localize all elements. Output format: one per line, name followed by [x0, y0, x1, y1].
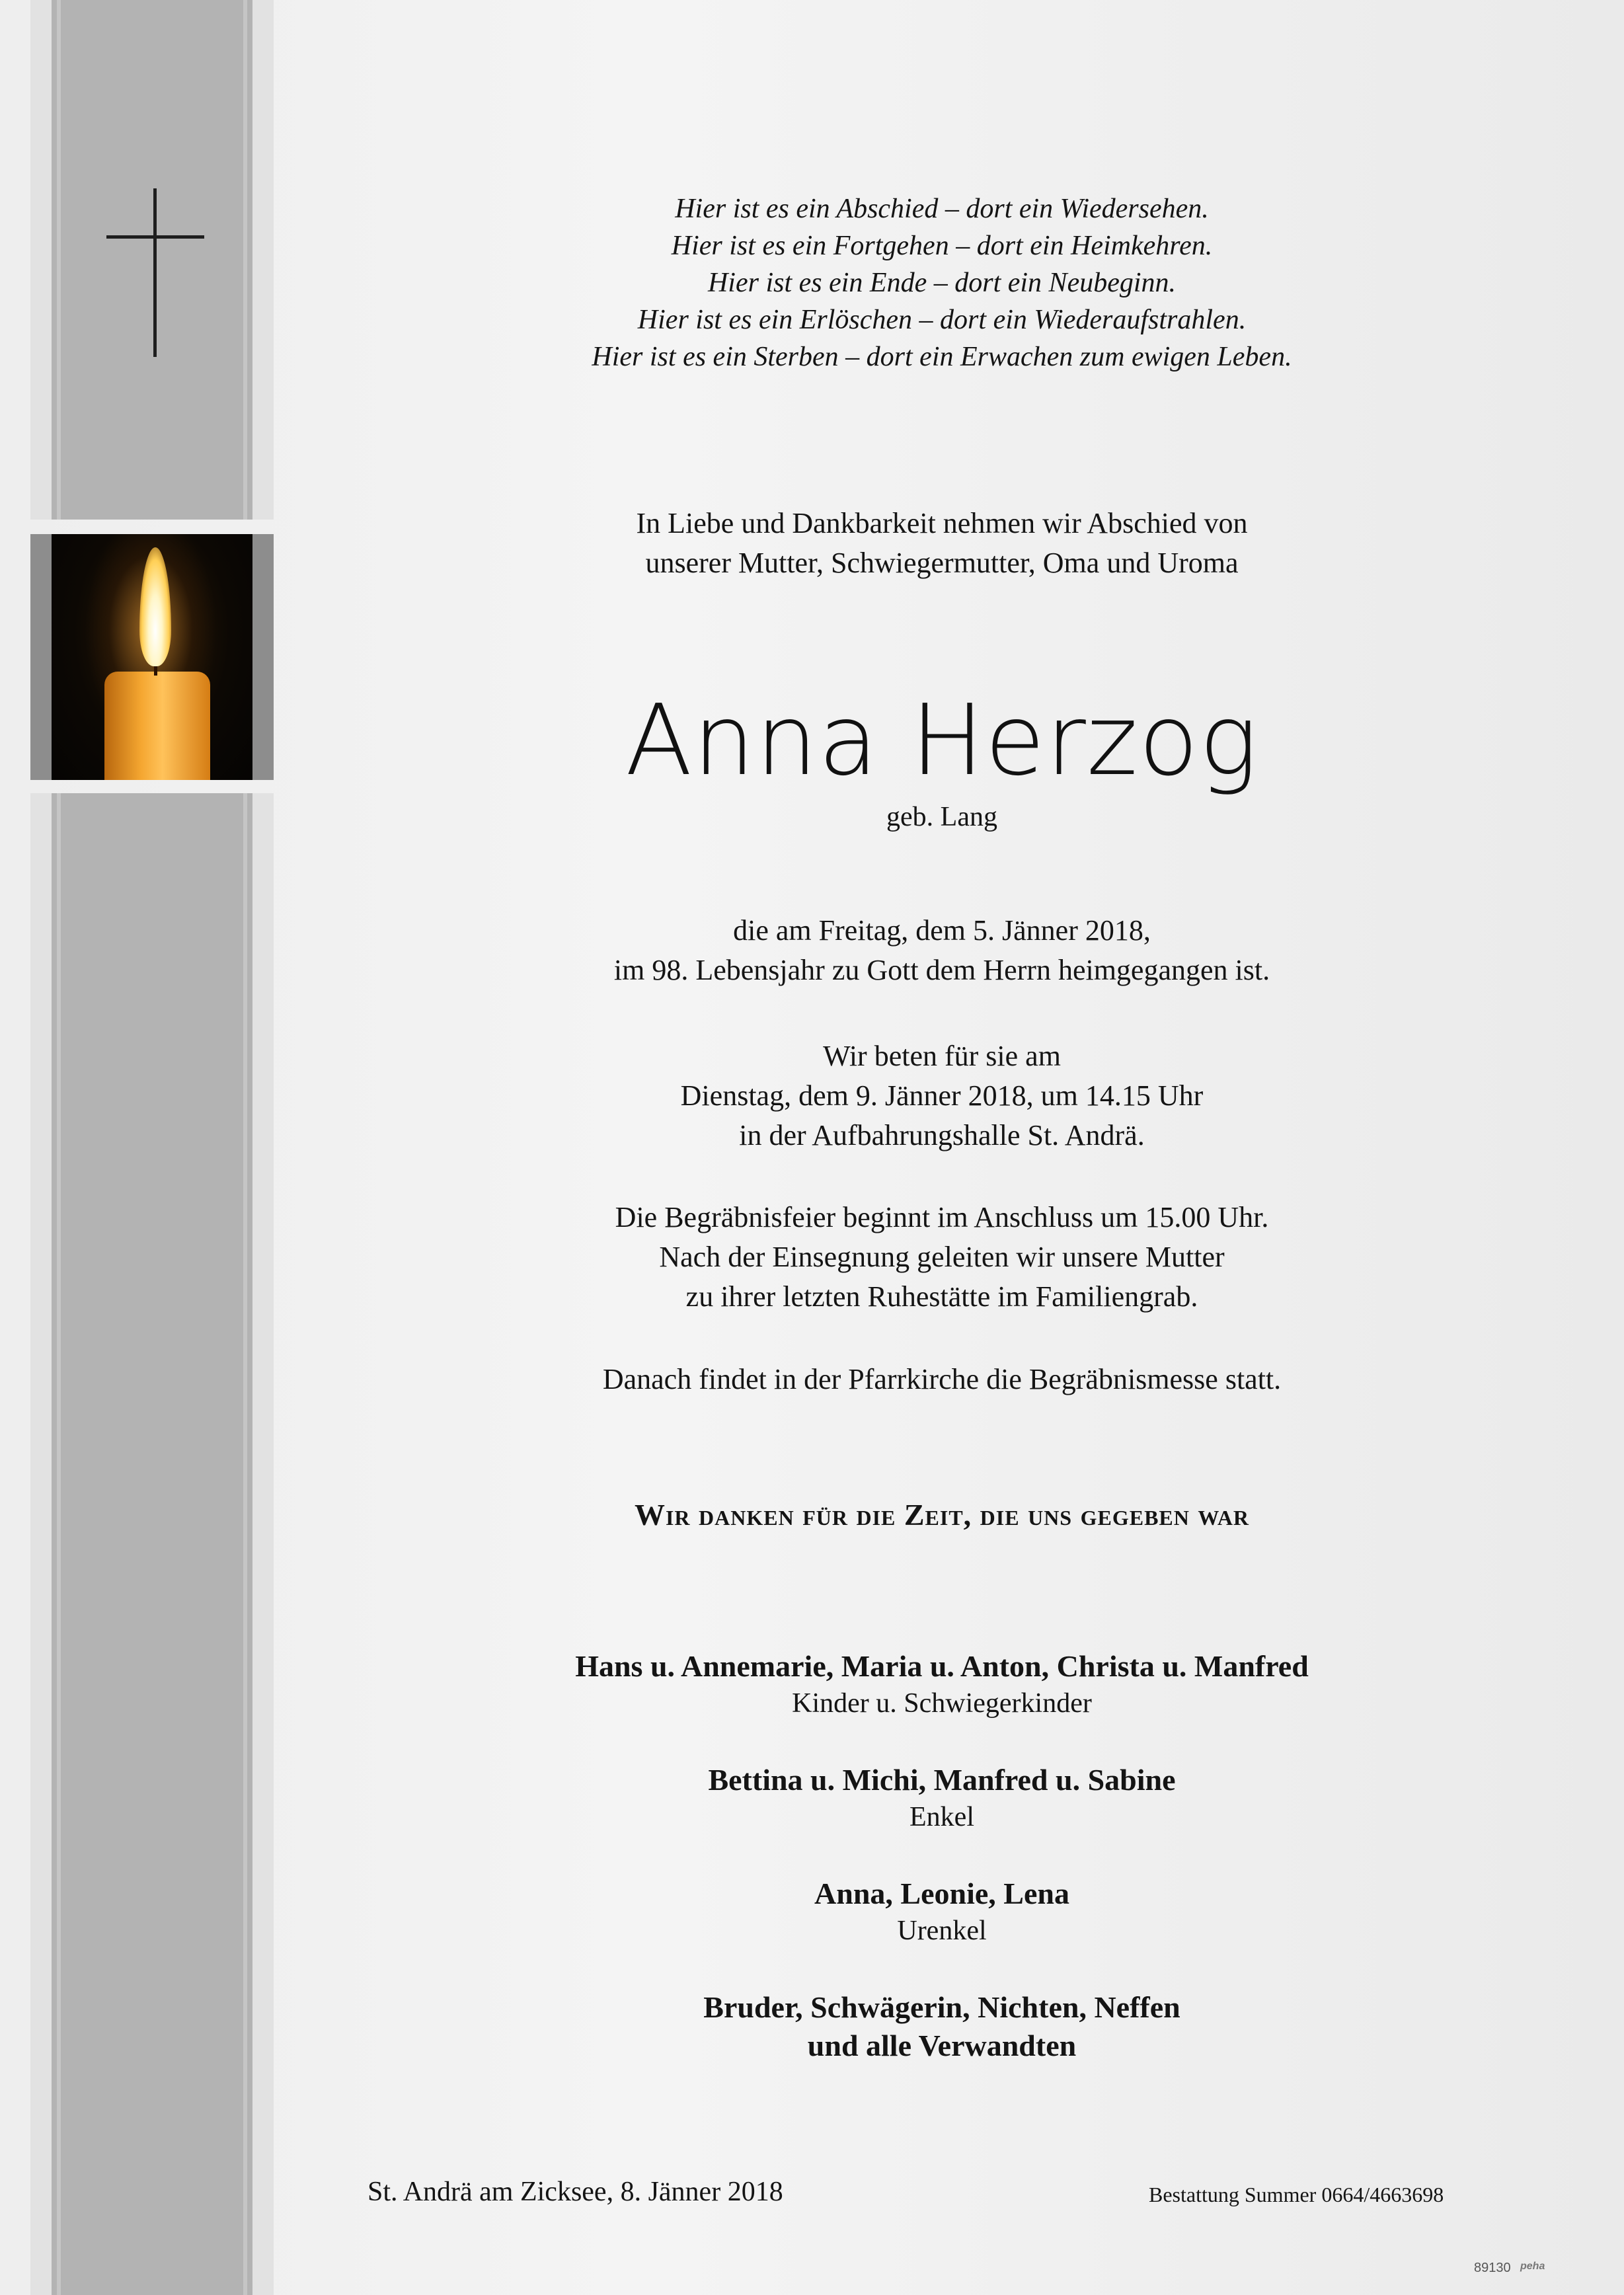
band-line [243, 793, 247, 2295]
death-line: die am Freitag, dem 5. Jänner 2018, [733, 914, 1151, 947]
family-names: Hans u. Annemarie, Maria u. Anton, Christa u. Manfred [575, 1649, 1309, 1683]
family-names: Anna, Leonie, Lena [814, 1877, 1069, 1910]
deceased-name: Anna Herzog [625, 683, 1258, 797]
family-role: Urenkel [897, 1916, 987, 1946]
poem-line: Hier ist es ein Sterben – dort ein Erwachen zum ewigen Leben. [592, 342, 1292, 372]
place-date: St. Andrä am Zicksee, 8. Jänner 2018 [367, 2177, 783, 2207]
band-line [243, 0, 247, 520]
family-names: und alle Verwandten [807, 2029, 1077, 2062]
band-inner [52, 0, 252, 520]
family-role: Enkel [909, 1802, 974, 1832]
intro-text [397, 504, 1487, 583]
candle-body [104, 672, 210, 780]
death-notice [397, 911, 1487, 990]
print-code: 89130 [1474, 2261, 1511, 2275]
band-line [57, 0, 61, 520]
prayer-notice [397, 1036, 1487, 1155]
funeral-line: Die Begräbnisfeier beginnt im Anschluss um 15.00 Uhr. [615, 1201, 1269, 1233]
funeral-line: zu ihrer letzten Ruhestätte im Familiengrab. [685, 1280, 1198, 1313]
band-inner [52, 793, 252, 2295]
poem [397, 190, 1487, 375]
death-line: im 98. Lebensjahr zu Gott dem Herrn heimgegangen ist. [613, 954, 1270, 986]
candle-frame [30, 534, 274, 780]
poem-line: Hier ist es ein Erlöschen – dort ein Wiederaufstrahlen. [637, 305, 1247, 335]
maiden-name: geb. Lang [886, 802, 997, 832]
family-names: Bettina u. Michi, Manfred u. Sabine [708, 1763, 1176, 1797]
family-group [397, 1875, 1487, 1949]
intro-line: In Liebe und Dankbarkeit nehmen wir Abschied von [636, 507, 1248, 539]
prayer-line: Dienstag, dem 9. Jänner 2018, um 14.15 Uhr [680, 1079, 1204, 1112]
poem-line: Hier ist es ein Fortgehen – dort ein Heimkehren. [671, 231, 1213, 261]
left-band-bottom [30, 793, 274, 2295]
family-group [397, 1647, 1487, 1721]
poem-line: Hier ist es ein Abschied – dort ein Wiedersehen. [675, 194, 1209, 224]
cross-icon [153, 188, 157, 357]
family-names: Bruder, Schwägerin, Nichten, Neffen [703, 1990, 1180, 2024]
family-role: Kinder u. Schwiegerkinder [792, 1688, 1092, 1719]
poem-line: Hier ist es ein Ende – dort ein Neubeginn. [707, 268, 1177, 298]
thanks-heading: Wir danken für die Zeit, die uns gegeben war [634, 1498, 1250, 1532]
prayer-line: in der Aufbahrungshalle St. Andrä. [739, 1119, 1145, 1151]
undertaker-contact: Bestattung Summer 0664/4663698 [1149, 2183, 1444, 2206]
band-line [57, 793, 61, 2295]
mass-notice: Danach findet in der Pfarrkirche die Begräbnismesse statt. [602, 1363, 1282, 1395]
intro-line: unserer Mutter, Schwiegermutter, Oma und Uroma [645, 547, 1239, 579]
left-band-top [30, 0, 274, 520]
family-group [397, 1761, 1487, 1835]
funeral-notice [397, 1198, 1487, 1317]
candle-image [52, 534, 252, 780]
family-group [397, 1988, 1487, 2065]
cross-icon-bar [106, 235, 204, 239]
funeral-line: Nach der Einsegnung geleiten wir unsere Mutter [659, 1241, 1225, 1273]
printer-logo: peha [1520, 2261, 1545, 2272]
prayer-line: Wir beten für sie am [823, 1040, 1061, 1072]
